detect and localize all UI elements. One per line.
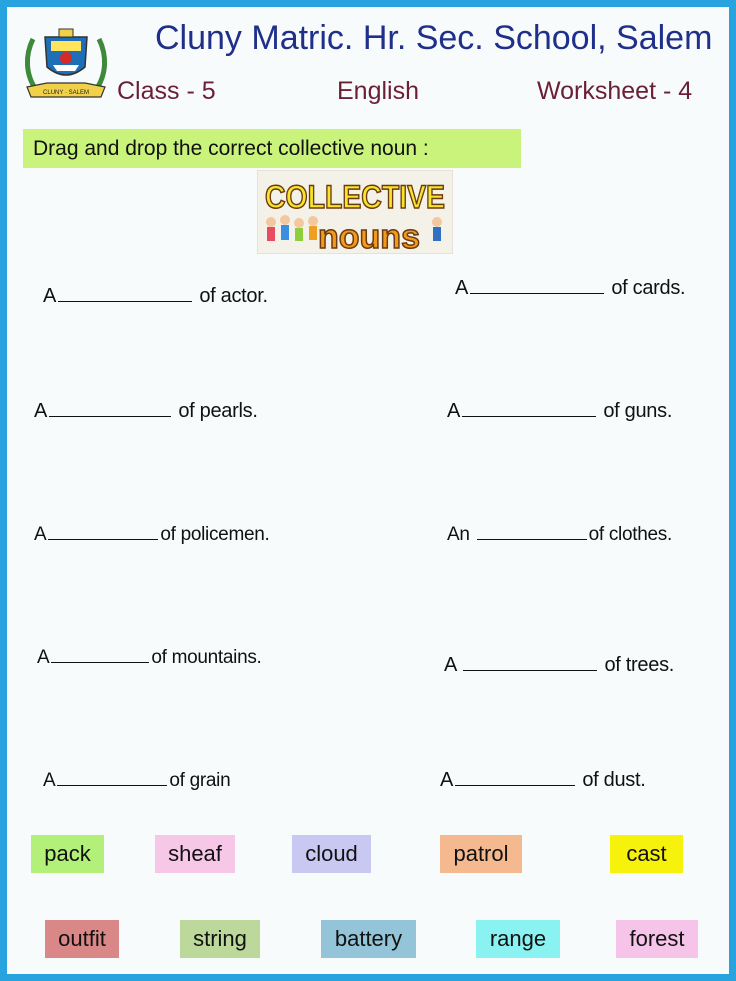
word-chip-pack[interactable]: pack [31,835,104,873]
question-9: A of grain [43,767,230,792]
banner-line1: COLLECTIVE [265,179,445,215]
class-label: Class - 5 [117,77,216,105]
instruction-bar: Drag and drop the correct collective noun : [23,129,521,168]
word-chip-forest[interactable]: forest [616,920,698,958]
drop-zone-1[interactable] [58,283,192,302]
question-7: A of mountains. [37,644,262,669]
question-3: A of pearls. [34,400,258,422]
drop-zone-5[interactable] [48,521,158,540]
word-chip-outfit[interactable]: outfit [45,920,119,958]
banner-line2: nouns [318,218,420,254]
question-2: A of cards. [455,277,686,299]
word-chip-range[interactable]: range [476,920,560,958]
school-crest-icon [19,25,113,105]
drop-zone-6[interactable] [477,521,587,540]
collective-nouns-banner [257,170,453,254]
svg-text:CLUNY · SALEM: CLUNY · SALEM [43,90,89,96]
word-chip-battery[interactable]: battery [321,920,416,958]
drop-zone-4[interactable] [462,398,596,417]
worksheet-label: Worksheet - 4 [537,77,693,105]
word-chip-cast[interactable]: cast [610,835,683,873]
question-8: A of trees. [444,654,675,676]
word-chip-patrol[interactable]: patrol [440,835,522,873]
drop-zone-9[interactable] [57,767,167,786]
question-1: A of actor. [43,285,268,307]
question-6: An of clothes. [447,521,672,546]
drop-zone-2[interactable] [470,275,604,294]
subject-label: English [337,77,419,105]
question-5: A of policemen. [34,521,269,546]
drop-zone-7[interactable] [51,644,149,663]
word-chip-sheaf[interactable]: sheaf [155,835,235,873]
question-10: A of dust. [440,769,646,791]
school-title: Cluny Matric. Hr. Sec. School, Salem [155,19,713,57]
drop-zone-3[interactable] [49,398,171,417]
drop-zone-10[interactable] [455,767,575,786]
question-4: A of guns. [447,400,673,422]
drop-zone-8[interactable] [463,652,597,671]
word-chip-cloud[interactable]: cloud [292,835,371,873]
word-chip-string[interactable]: string [180,920,260,958]
